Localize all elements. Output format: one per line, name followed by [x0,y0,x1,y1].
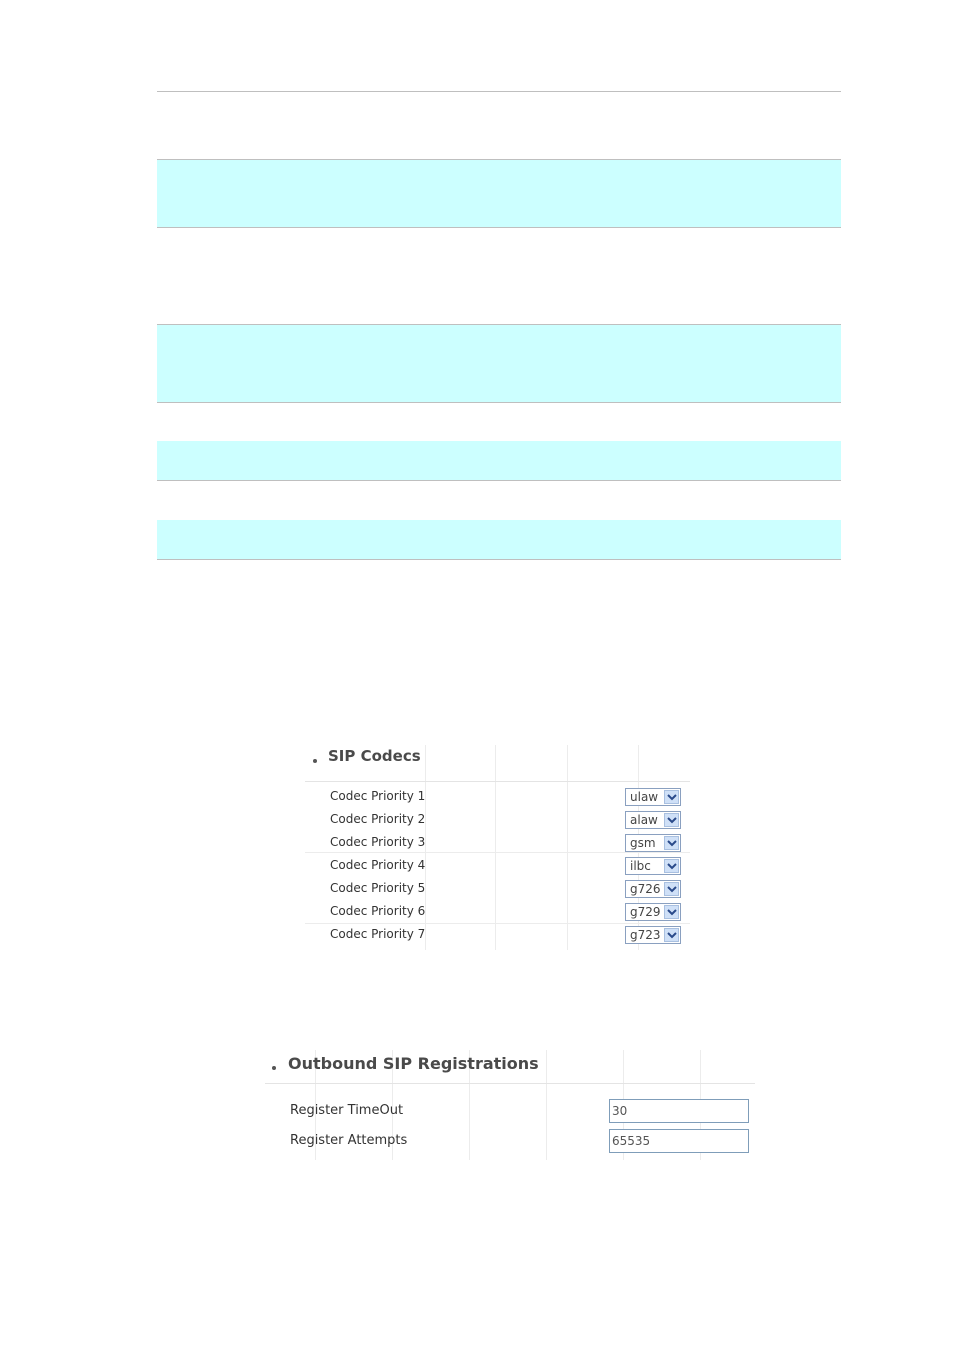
section-title: Outbound SIP Registrations [288,1054,539,1073]
codec-priority-1-label: Codec Priority 1 [330,789,426,803]
table-band-row [157,159,841,227]
codec-priority-5-select[interactable] [625,880,681,898]
table-rule [157,480,841,481]
bullet-icon [272,1066,276,1070]
register-attempts-label: Register Attempts [290,1133,408,1148]
codec-priority-1-value: ulaw [630,790,659,804]
table-rule [157,227,841,228]
register-attempts-input[interactable] [609,1129,749,1153]
codec-priority-7-select[interactable] [625,926,681,944]
codec-priority-6-value: g729 [630,905,661,919]
chevron-down-icon[interactable] [664,790,679,804]
table-band-row [157,441,841,480]
table-rule [157,159,841,160]
codec-priority-4-select[interactable] [625,857,681,875]
codec-priority-6-label: Codec Priority 6 [330,904,426,918]
table-rule [157,91,841,92]
chevron-down-icon[interactable] [664,928,679,942]
table-rule [157,324,841,325]
codec-priority-4-value: ilbc [630,859,651,873]
codec-priority-3-value: gsm [630,836,656,850]
codec-priority-5-value: g726 [630,882,661,896]
table-rule [157,559,841,560]
table-band-row [157,520,841,559]
codec-priority-5-label: Codec Priority 5 [330,881,426,895]
section-title: SIP Codecs [328,747,421,765]
table-rule [157,402,841,403]
chevron-down-icon[interactable] [664,836,679,850]
codec-priority-3-label: Codec Priority 3 [330,835,426,849]
chevron-down-icon[interactable] [664,882,679,896]
codec-priority-6-select[interactable] [625,903,681,921]
chevron-down-icon[interactable] [664,813,679,827]
outbound-sip-registrations-panel [265,1050,755,1160]
codec-priority-7-label: Codec Priority 7 [330,927,426,941]
register-timeout-label: Register TimeOut [290,1103,404,1118]
codec-priority-4-label: Codec Priority 4 [330,858,426,872]
sip-codecs-panel [305,745,690,950]
chevron-down-icon[interactable] [664,859,679,873]
codec-priority-2-label: Codec Priority 2 [330,812,426,826]
codec-priority-7-value: g723 [630,928,661,942]
chevron-down-icon[interactable] [664,905,679,919]
codec-priority-3-select[interactable] [625,834,681,852]
codec-priority-2-value: alaw [630,813,658,827]
register-timeout-input[interactable] [609,1099,749,1123]
table-band-row [157,324,841,402]
codec-priority-1-select[interactable] [625,788,681,806]
codec-priority-2-select[interactable] [625,811,681,829]
bullet-icon [313,759,317,763]
